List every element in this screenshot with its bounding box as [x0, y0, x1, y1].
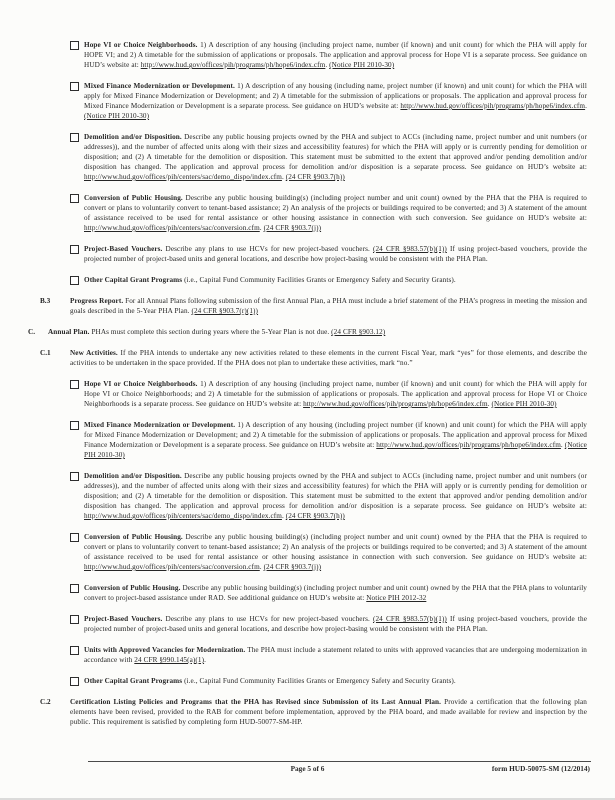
item-title: Certification Listing Policies and Programs that the PHA has Revised since Submission of its Last Annual Plan.: [70, 698, 442, 706]
section-heading: [28, 327, 587, 337]
checkbox-item: [70, 645, 587, 665]
section-heading: [40, 348, 587, 368]
item-title: Conversion of Public Housing.: [84, 194, 183, 202]
checkbox[interactable]: [70, 245, 79, 254]
checkbox-item: [70, 193, 587, 233]
checkbox[interactable]: [70, 276, 79, 285]
checkbox-item-text: [84, 132, 587, 182]
body-text: If using project-based vouchers, provide the projected number of project-based units and general locations, and describe how project-basing would be consistent with the PHA Plan.: [84, 245, 587, 263]
body-text: 1) A description of any housing (including name, project number (if known) and unit count) for which the PHA will apply for Mixed Finance Modernization or Development; and 2) A timetable for the submission of applications or proposals. The application and approval process for Mixed Finance Modernization or Development is a separate process. See guidance on HUD’s website at:: [84, 82, 587, 110]
checkbox-item: [70, 40, 587, 70]
checkbox-item: [70, 532, 587, 572]
checkbox-item-text: [84, 379, 587, 409]
citation-text: (Notice PIH 2010-30): [84, 112, 150, 120]
checkbox-item: [70, 614, 587, 634]
footer-divider: [88, 761, 591, 762]
body-text: .: [259, 224, 264, 232]
checkbox[interactable]: [70, 82, 79, 91]
body-text: Describe any public housing building(s) (including project number and unit count) owned by the PHA that the PHA is required to convert or plans to voluntarily convert to tenant-based assistance; 2) An analysis of the projects or buildings required to be converted; and 3) A statement of the amount of assistance received to be used for rental assistance or other housing assistance in connection with such conversion. See guidance on HUD’s website at:: [84, 533, 587, 561]
checkbox-item: [70, 275, 587, 285]
citation-text: (Notice PIH 2010-30): [329, 61, 395, 69]
checkbox-item-text: [84, 532, 587, 572]
body-text: (i.e., Capital Fund Community Facilities Grants or Emergency Safety and Security Grants).: [182, 276, 456, 284]
body-text: Describe any plans to use HCVs for new project-based vouchers.: [162, 245, 373, 253]
item-title: Mixed Finance Modernization or Development.: [84, 82, 235, 90]
body-text: 1) A description of any housing (including project name, number (if known) and unit count) for which the PHA will apply for HOPE VI; and 2) A timetable for the submission of applications or proposals. The application and approval process for Hope VI is a separate process. See guidance on HUD’s website at:: [84, 41, 587, 69]
checkbox-item-text: [84, 40, 587, 70]
checkbox-item: [70, 81, 587, 121]
item-title: Conversion of Public Housing.: [84, 584, 181, 592]
page-footer: [0, 764, 615, 776]
citation-text: (24 CFR §903.7(j)): [263, 563, 322, 571]
checkbox[interactable]: [70, 133, 79, 142]
checkbox-item: [70, 471, 587, 521]
checkbox[interactable]: [70, 380, 79, 389]
checkbox-item: [70, 583, 587, 603]
citation-text: http://www.hud.gov/offices/pih/programs/ph/hope6/index.cfm: [400, 102, 586, 110]
item-title: Other Capital Grant Programs: [84, 677, 183, 685]
checkbox-item-text: [84, 645, 587, 665]
section-label: B.3: [40, 297, 51, 305]
citation-text: (Notice PIH 2010-30): [84, 441, 587, 459]
checkbox[interactable]: [70, 646, 79, 655]
body-text: Describe any public housing building(s) (including project number and unit count) owned by the PHA that the PHA plans to voluntarily convert to project-based assistance under RAD. See additional guidance on HUD’s website at:: [84, 584, 587, 602]
item-title: Demolition and/or Disposition.: [84, 472, 182, 480]
checkbox[interactable]: [70, 584, 79, 593]
citation-text: http://www.hud.gov/offices/pih/programs/ph/hope6/index.cfm: [376, 441, 561, 449]
checkbox[interactable]: [70, 194, 79, 203]
section-text: [48, 327, 587, 337]
checkbox[interactable]: [70, 41, 79, 50]
citation-text: (24 CFR §903.7(j)): [263, 224, 322, 232]
citation-text: http://www.hud.gov/offices/pih/centers/sac/demo_dispo/index.cfm: [84, 173, 282, 181]
checkbox-item-text: [84, 614, 587, 634]
checkbox-item-text: [84, 583, 587, 603]
section-text: [70, 697, 587, 727]
citation-text: 24 CFR §990.145(a)(1): [134, 656, 205, 664]
body-text: .: [560, 441, 565, 449]
checkbox-item-text: [84, 420, 587, 460]
citation-text: (24 CFR §983.57(b)(1)): [372, 245, 447, 253]
checkbox[interactable]: [70, 677, 79, 686]
citation-text: (24 CFR §983.57(b)(1)): [372, 615, 447, 623]
body-text: For all Annual Plans following submission of the first Annual Plan, a PHA must include a brief statement of the PHA’s progress in meeting the mission and goals described in the 5-Year PHA Plan.: [70, 297, 588, 315]
body-text: Provide a certification that the following plan elements have been revised, provided to the RAB for comment before implementation, approved by the PHA board, and made available for review and inspection by the public. This requirement is satisfied by completing form HUD-50077-SM-HP.: [70, 698, 587, 726]
citation-text: (24 CFR §903.7(h)): [285, 512, 345, 520]
item-title: Hope VI or Choice Neighborhoods.: [84, 41, 198, 49]
citation-text: (24 CFR §903.12): [331, 328, 386, 336]
item-title: Project-Based Vouchers.: [84, 245, 163, 253]
item-title: Hope VI or Choice Neighborhoods.: [84, 380, 198, 388]
body-text: Describe any public housing building(s) (including project number and unit count) owned by the PHA that the PHA is required to convert or plans to voluntarily convert to tenant-based assistance; 2) An analysis of the projects or buildings required to be converted; and 3) A statement of the amount of assistance received to be used for rental assistance or other housing assistance in connection with such conversion. See guidance on HUD’s website at:: [84, 194, 587, 222]
body-text: .: [325, 61, 330, 69]
body-text: .: [259, 563, 264, 571]
checkbox-item-text: [84, 244, 587, 264]
section-heading: [40, 296, 587, 316]
citation-text: http://www.hud.gov/offices/pih/programs/ph/hope6/index.cfm: [303, 400, 488, 408]
checkbox-item: [70, 244, 587, 264]
section-label: C.2: [40, 698, 51, 706]
citation-text: http://www.hud.gov/offices/pih/centers/sac/conversion.cfm: [84, 224, 260, 232]
body-text: Describe any public housing projects owned by the PHA and subject to ACCs (including name, project number and unit numbers (or addresses)), and the number of affected units along with their sizes and accessibility features) for which the PHA will apply or is currently pending for demolition or disposition; and (2) A timetable for the demolition or disposition. This statement must be submitted to the extent that approved and/or pending demolition and/or disposition has changed. The application and approval process for demolition and/or disposition is a separate process. See guidance on HUD’s website at:: [84, 133, 587, 171]
body-text: .: [585, 102, 587, 110]
section-text: [70, 348, 587, 368]
body-text: (i.e., Capital Fund Community Facilities Grants or Emergency Safety and Security Grants).: [182, 677, 456, 685]
item-title: Demolition and/or Disposition.: [84, 133, 182, 141]
citation-text: (24 CFR §903.7(r)(1)): [191, 307, 259, 315]
item-title: Units with Approved Vacancies for Modernization.: [84, 646, 246, 654]
checkbox-item: [70, 132, 587, 182]
citation-text: (Notice PIH 2010-30): [491, 400, 557, 408]
section-heading: [40, 697, 587, 727]
checkbox-item-text: [84, 471, 587, 521]
citation-text: Notice PIH 2012-32: [366, 594, 427, 602]
item-title: Project-Based Vouchers.: [84, 615, 163, 623]
checkbox-item-text: [84, 81, 587, 121]
citation-text: http://www.hud.gov/offices/pih/centers/sac/conversion.cfm: [84, 563, 260, 571]
body-text: PHAs must complete this section during years where the 5-Year Plan is not due.: [89, 328, 332, 336]
section-label: C.: [28, 328, 35, 336]
citation-text: (24 CFR §903.7(h)): [285, 173, 345, 181]
checkbox-item: [70, 420, 587, 460]
body-text: .: [487, 400, 492, 408]
section-text: [70, 296, 587, 316]
page-number: Page 5 of 6: [290, 764, 325, 773]
citation-text: http://www.hud.gov/offices/pih/centers/sac/demo_dispo/index.cfm: [84, 512, 282, 520]
form-number: form HUD-50075-SM (12/2014): [491, 764, 590, 773]
checkbox-item: [70, 379, 587, 409]
body-text: If the PHA intends to undertake any new activities related to these elements in the current Fiscal Year, mark “yes” for those elements, and describe the activities to be undertaken in the space provided. If the PHA does not plan to undertake these activities, mark “no.”: [70, 349, 587, 367]
body-text: .: [281, 512, 286, 520]
section-label: C.1: [40, 349, 51, 357]
checkbox-item-text: [84, 275, 587, 285]
item-title: Annual Plan.: [48, 328, 90, 336]
body-text: If using project-based vouchers, provide the projected number of project-based units and general locations, and describe how project-basing would be consistent with the PHA Plan.: [84, 615, 587, 633]
body-text: .: [204, 656, 206, 664]
checkbox[interactable]: [70, 421, 79, 430]
item-title: Progress Report.: [70, 297, 124, 305]
checkbox-item-text: [84, 193, 587, 233]
body-text: 1) A description of any housing (including project number (if known) and unit count) for which the PHA will apply for Mixed Finance Modernization or Development; and 2) A timetable for the submission of applications or proposals. The application and approval process for Mixed Finance Modernization or Development is a separate process. See guidance on HUD’s website at:: [84, 421, 587, 449]
checkbox[interactable]: [70, 472, 79, 481]
checkbox[interactable]: [70, 615, 79, 624]
item-title: Mixed Finance Modernization or Development.: [84, 421, 236, 429]
item-title: New Activities.: [70, 349, 118, 357]
body-text: 1) A description of any housing (including project name, number (if known) and unit count) for which the PHA will apply for Hope VI or Choice Neighborhoods; and 2) A timetable for the submission of applications or proposals. The application and approval process for Hope VI or Choice Neighborhoods is a separate process. See guidance on HUD’s website at:: [84, 380, 587, 408]
body-text: The PHA must include a statement related to units with approved vacancies that are undergoing modernization in accordance with: [84, 646, 587, 664]
citation-text: http://www.hud.gov/offices/pih/programs/ph/hope6/index.cfm: [140, 61, 326, 69]
body-text: .: [281, 173, 286, 181]
body-text: Describe any plans to use HCVs for new project-based vouchers.: [162, 615, 373, 623]
item-title: Other Capital Grant Programs: [84, 276, 183, 284]
body-text: Describe any public housing projects owned by the PHA and subject to ACCs (including name, project number and unit numbers (or addresses)), and the number of affected units along with their sizes and accessibility features) for which the PHA will apply or is currently pending for demolition or disposition; and (2) A timetable for the demolition or disposition. This statement must be submitted to the extent that approved and/or pending demolition and/or disposition has changed. The application and approval process for demolition and/or disposition is a separate process. See guidance on HUD’s website at:: [84, 472, 587, 510]
checkbox-item: [70, 676, 587, 686]
item-title: Conversion of Public Housing.: [84, 533, 183, 541]
checkbox[interactable]: [70, 533, 79, 542]
checkbox-item-text: [84, 676, 587, 686]
